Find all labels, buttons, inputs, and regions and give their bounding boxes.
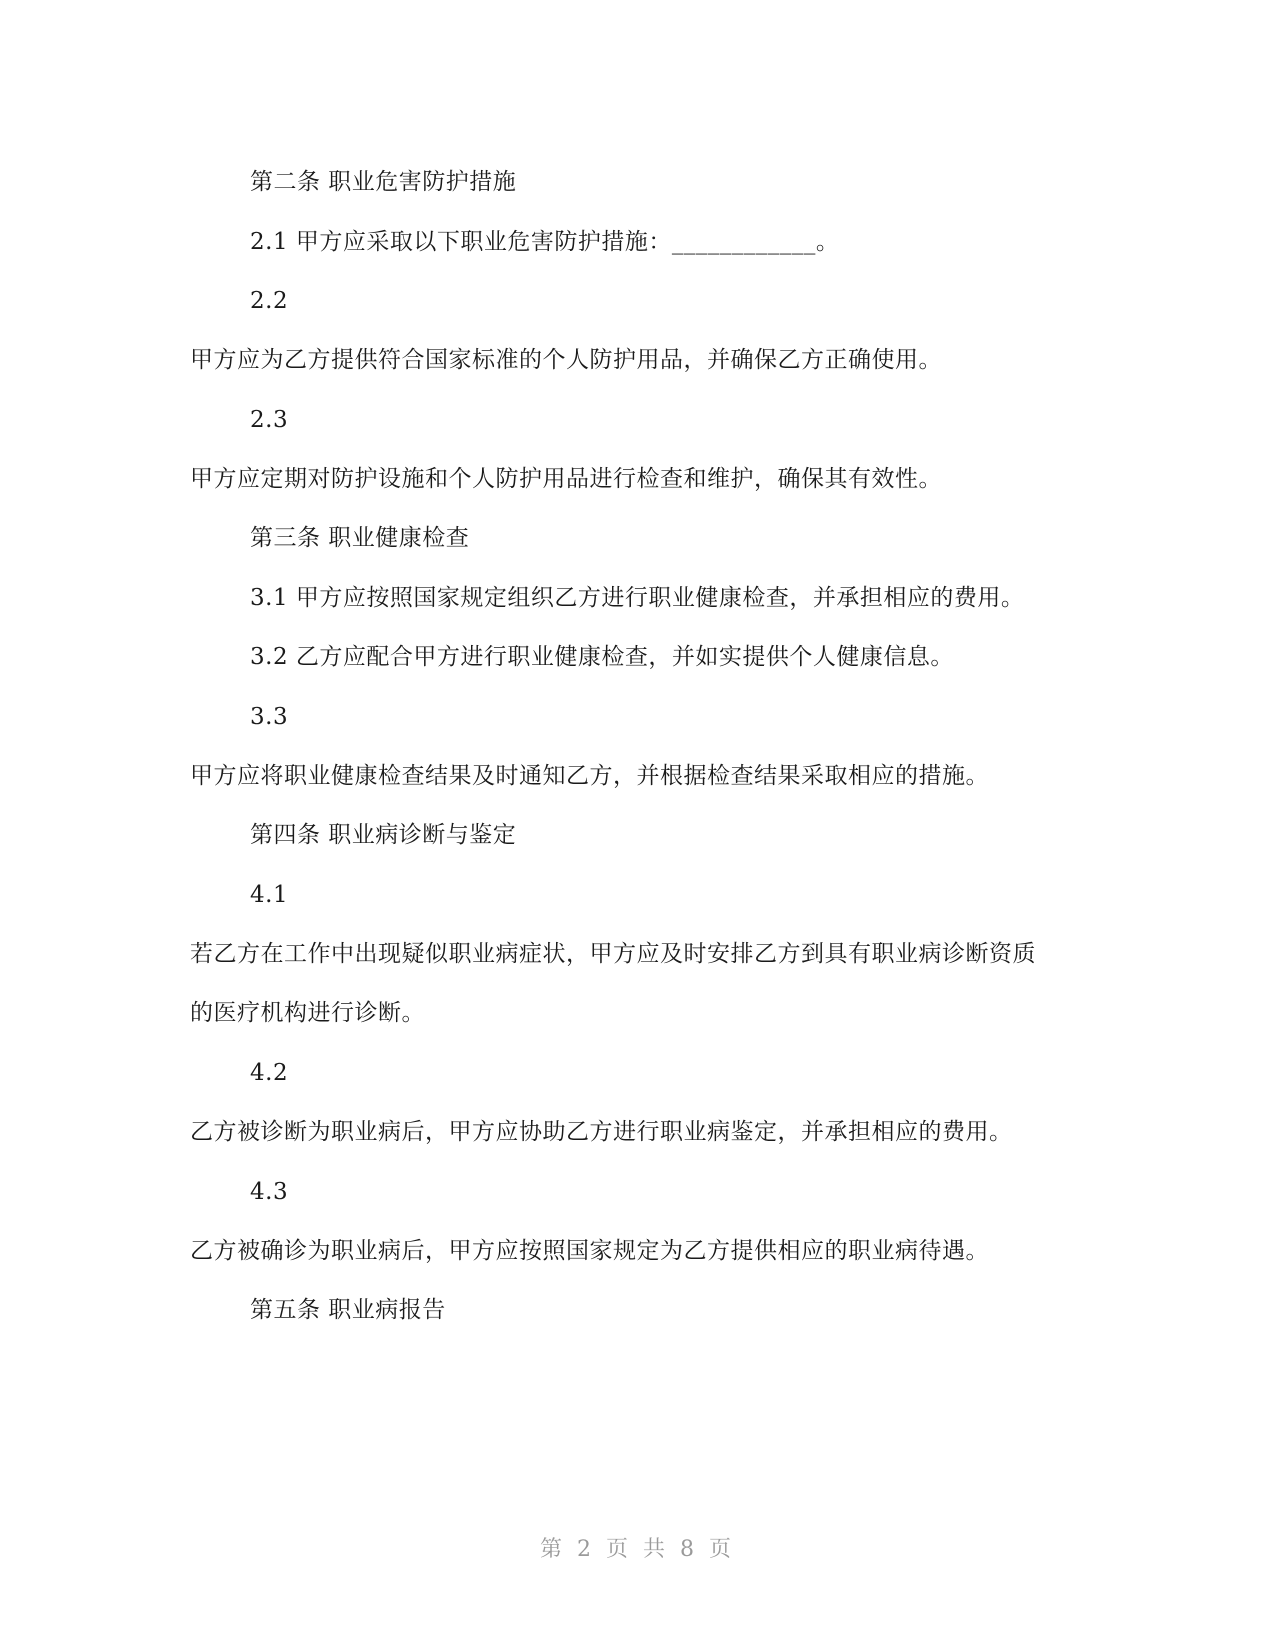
clause-3-1: 3.1 甲方应按照国家规定组织乙方进行职业健康检查，并承担相应的费用。 (250, 585, 1025, 611)
clause-4-1-text-line2: 的医疗机构进行诊断。 (190, 1000, 425, 1026)
clause-2-3-text: 甲方应定期对防护设施和个人防护用品进行检查和维护，确保其有效性。 (190, 466, 942, 492)
section-heading-5: 第五条 职业病报告 (250, 1297, 446, 1323)
clause-3-2: 3.2 乙方应配合甲方进行职业健康检查，并如实提供个人健康信息。 (250, 644, 954, 670)
section-heading-4: 第四条 职业病诊断与鉴定 (250, 822, 517, 848)
clause-3-3-text: 甲方应将职业健康检查结果及时通知乙方，并根据检查结果采取相应的措施。 (190, 763, 989, 789)
clause-4-2-text: 乙方被诊断为职业病后，甲方应协助乙方进行职业病鉴定，并承担相应的费用。 (190, 1119, 1013, 1145)
clause-4-3-number: 4.3 (250, 1179, 289, 1205)
section-heading-3: 第三条 职业健康检查 (250, 525, 470, 551)
clause-3-3-number: 3.3 (250, 704, 289, 730)
page-footer: 第 2 页 共 8 页 (540, 1537, 735, 1562)
clause-2-2-text: 甲方应为乙方提供符合国家标准的个人防护用品，并确保乙方正确使用。 (190, 347, 942, 373)
clause-2-3-number: 2.3 (250, 407, 289, 433)
section-heading-2: 第二条 职业危害防护措施 (250, 169, 517, 195)
clause-4-1-text-line1: 若乙方在工作中出现疑似职业病症状，甲方应及时安排乙方到具有职业病诊断资质 (190, 941, 1036, 967)
clause-4-3-text: 乙方被确诊为职业病后，甲方应按照国家规定为乙方提供相应的职业病待遇。 (190, 1238, 989, 1264)
clause-4-1-number: 4.1 (250, 882, 289, 908)
clause-4-2-number: 4.2 (250, 1060, 289, 1086)
clause-2-1: 2.1 甲方应采取以下职业危害防护措施：____________。 (250, 229, 840, 255)
clause-2-2-number: 2.2 (250, 288, 289, 314)
